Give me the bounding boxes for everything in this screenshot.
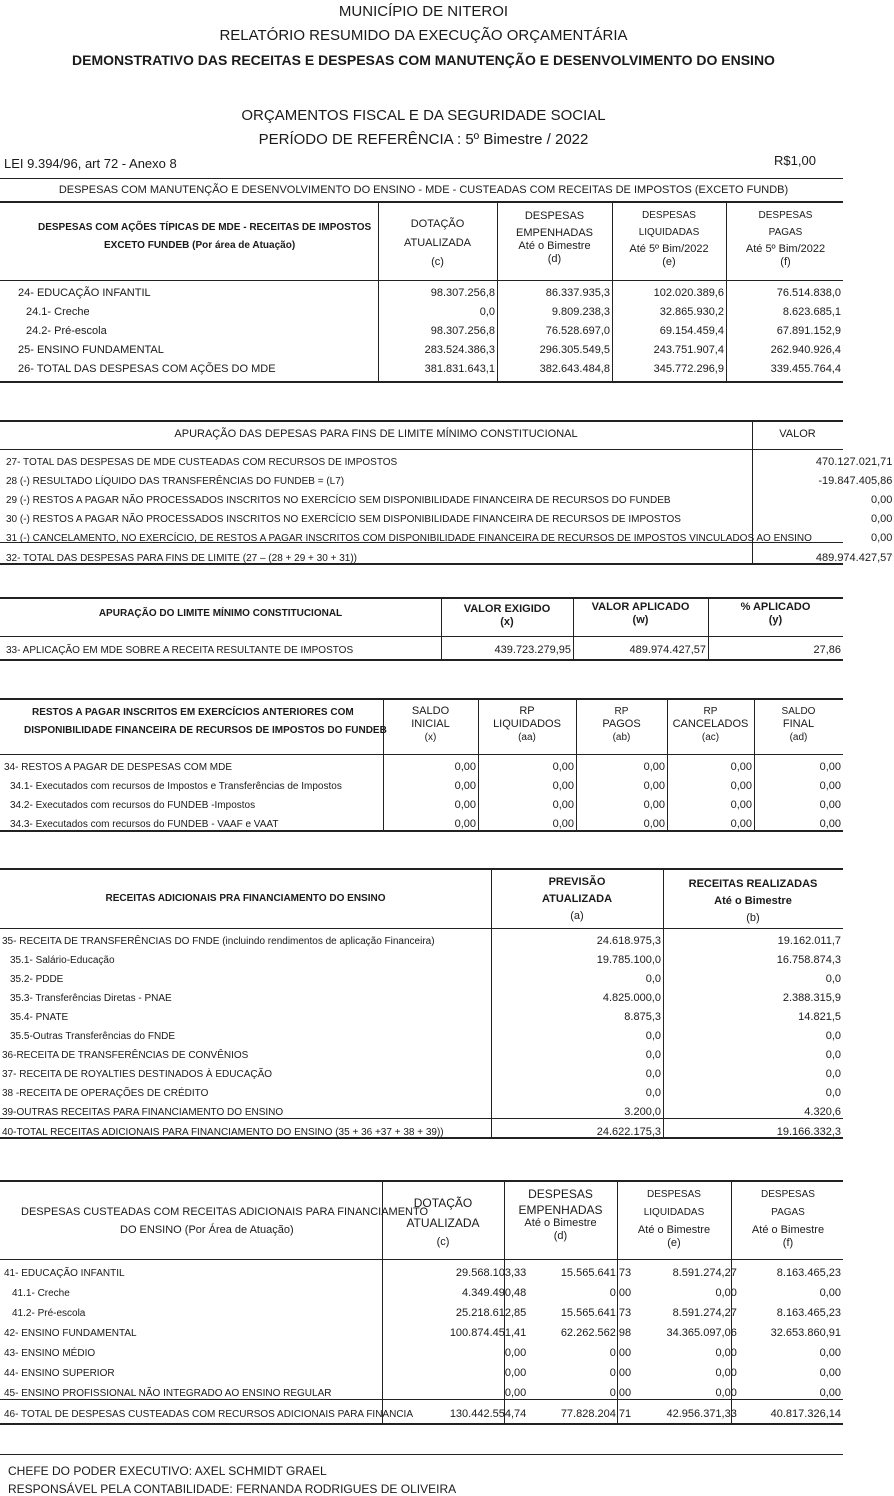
t4-col-aa-header: RP LIQUIDADOS (aa) bbox=[493, 705, 561, 743]
table-row: 35.2- PDDE 0,0 0,0 bbox=[10, 973, 841, 985]
t4-col-ab-header: RP PAGOS (ab) bbox=[602, 706, 641, 743]
t6-desc-header-2: DO ENSINO (Por Área de Atuação) bbox=[120, 1224, 294, 1236]
t6-col-e-header: DESPESAS LIQUIDADAS Até o Bimestre (e) bbox=[637, 1189, 711, 1249]
t6-body bbox=[0, 1259, 843, 1420]
t1-desc-header-1: DESPESAS COM AÇÕES TÍPICAS DE MDE - RECEITAS DE IMPOSTOS bbox=[38, 222, 372, 233]
t5-col-b-header: RECEITAS REALIZADAS Até o Bimestre (b) bbox=[688, 878, 818, 924]
t3-col-x-header: VALOR EXIGIDO (x) bbox=[463, 603, 551, 628]
t2-body bbox=[0, 449, 894, 564]
t4-col-ad-header: SALDO FINAL (ad) bbox=[781, 706, 816, 743]
table-row: 34.2- Executados com recursos do FUNDEB -Impostos 0,00 0,00 0,00 0,00 0,00 bbox=[10, 799, 841, 811]
table-row: 35- RECEITA DE TRANSFERÊNCIAS DO FNDE (incluindo rendimentos de aplicação Financeira) 24.618.975,3 19.162.011,7 bbox=[2, 935, 841, 947]
table-row-total: 40-TOTAL RECEITAS ADICIONAIS PARA FINANCIAMENTO DO ENSINO (35 + 36 +37 + 38 + 39)) 24.622.175,3 19.166.332,3 bbox=[0, 1119, 843, 1139]
t2-valor-header: VALOR bbox=[779, 428, 816, 440]
table-row: 41.2- Pré-escola 25.218.612,85 15.565.641,73 8.591.274,27 8.163.465,23 bbox=[12, 1307, 841, 1319]
table-row: 38 -RECEITA DE OPERAÇÕES DE CRÉDITO 0,0 0,0 bbox=[2, 1087, 841, 1099]
footer-divider bbox=[0, 1454, 843, 1455]
t1-col-c-header: DOTAÇÃO ATUALIZADA (c) bbox=[403, 218, 472, 268]
table-row: 24- EDUCAÇÃO INFANTIL 98.307.256,8 86.337.935,3 102.020.389,6 76.514.838,0 bbox=[18, 287, 841, 299]
chefe-executivo: CHEFE DO PODER EXECUTIVO: AXEL SCHMIDT GRAEL bbox=[8, 1464, 327, 1478]
t4-desc-header-1: RESTOS A PAGAR INSCRITOS EM EXERCÍCIOS ANTERIORES COM bbox=[32, 707, 354, 718]
t1-col-f-header: DESPESAS PAGAS Até 5º Bim/2022 (f) bbox=[745, 210, 826, 268]
table-row: 37- RECEITA DE ROYALTIES DESTINADOS À EDUCAÇÃO 0,0 0,0 bbox=[2, 1068, 841, 1080]
t3-col-y-header: % APLICADO (y) bbox=[740, 601, 811, 626]
t2-desc-header: APURAÇÃO DAS DEPESAS PARA FINS DE LIMITE MÍNIMO CONSTITUCIONAL bbox=[174, 428, 578, 440]
t6-col-f-header: DESPESAS PAGAS Até o Bimestre (f) bbox=[751, 1189, 825, 1249]
t1-col-e-header: DESPESAS LIQUIDADAS Até 5º Bim/2022 (e) bbox=[629, 210, 709, 268]
table-row: 45- ENSINO PROFISSIONAL NÃO INTEGRADO AO ENSINO REGULAR 0,00 0,00 0,00 0,00 bbox=[4, 1387, 841, 1399]
responsavel-contabilidade: RESPONSÁVEL PELA CONTABILIDADE: FERNANDA RODRIGUES DE OLIVEIRA bbox=[8, 1482, 457, 1496]
t6-col-c-header: DOTAÇÃO ATUALIZADA (c) bbox=[406, 1196, 480, 1248]
table-row: 26- TOTAL DAS DESPESAS COM AÇÕES DO MDE 381.831.643,1 382.643.484,8 345.772.296,9 339.455.764,4 bbox=[18, 363, 841, 375]
t6-col-d-header: DESPESAS EMPENHADAS Até o Bimestre (d) bbox=[518, 1187, 603, 1242]
periodo-title: PERÍODO DE REFERÊNCIA : 5º Bimestre / 2022 bbox=[258, 131, 589, 148]
table-row: 41- EDUCAÇÃO INFANTIL 29.568.103,33 15.565.641,73 8.591.274,27 8.163.465,23 bbox=[4, 1267, 841, 1279]
currency-unit: R$1,00 bbox=[774, 153, 816, 168]
municipio-title: MUNICÍPIO DE NITEROI bbox=[338, 3, 509, 20]
t1-col-d-header: DESPESAS EMPENHADAS Até o Bimestre (d) bbox=[515, 210, 594, 265]
table-row: 42- ENSINO FUNDAMENTAL 100.874.451,41 62.262.562,98 34.365.097,06 32.653.860,91 bbox=[4, 1327, 841, 1339]
t5-body bbox=[0, 928, 843, 1138]
t4-col-x-header: SALDO INICIAL (x) bbox=[411, 705, 450, 743]
t3-desc-header: APURAÇÃO DO LIMITE MÍNIMO CONSTITUCIONAL bbox=[98, 608, 343, 619]
table-row: 34.3- Executados com recursos do FUNDEB - VAAF e VAAT 0,00 0,00 0,00 0,00 0,00 bbox=[10, 818, 841, 830]
table-row: 29 (-) RESTOS A PAGAR NÃO PROCESSADOS INSCRITOS NO EXERCÍCIO SEM DISPONIBILIDADE FINANCEIRA DE RECURSOS DO FUNDEB 0,00 bbox=[6, 494, 893, 506]
table-row: 34- RESTOS A PAGAR DE DESPESAS COM MDE 0,00 0,00 0,00 0,00 0,00 bbox=[4, 761, 841, 773]
table-row-total: 32- TOTAL DAS DESPESAS PARA FINS DE LIMITE (27 – (28 + 29 + 30 + 31)) 489.974.427,57 bbox=[6, 552, 893, 564]
table-row: 25- ENSINO FUNDAMENTAL 283.524.386,3 296.305.549,5 243.751.907,4 262.940.926,4 bbox=[18, 344, 841, 356]
lei-reference: LEI 9.394/96, art 72 - Anexo 8 bbox=[4, 156, 177, 171]
table-row: 34.1- Executados com recursos de Impostos e Transferências de Impostos 0,00 0,00 0,00 0,00 0,00 bbox=[10, 780, 841, 792]
table-row: 35.1- Salário-Educação 19.785.100,0 16.758.874,3 bbox=[10, 954, 841, 966]
table-row: 35.3- Transferências Diretas - PNAE 4.825.000,0 2.388.315,9 bbox=[10, 992, 841, 1004]
table-row: 41.1- Creche 4.349.490,48 0,00 0,00 0,00 bbox=[12, 1287, 841, 1299]
t1-title: DESPESAS COM MANUTENÇÃO E DESENVOLVIMENTO DO ENSINO - MDE - CUSTEADAS COM RECEITAS DE IMPOSTOS (EXCETO FUNDB) bbox=[58, 184, 789, 196]
table-row: 35.4- PNATE 8.875,3 14.821,5 bbox=[10, 1011, 841, 1023]
t1-desc-header-2: EXCETO FUNDEB (Por área de Atuação) bbox=[104, 240, 296, 251]
relatorio-title: RELATÓRIO RESUMIDO DA EXECUÇÃO ORÇAMENTÁRIA bbox=[219, 27, 628, 44]
t3-col-w-header: VALOR APLICADO (w) bbox=[591, 601, 690, 626]
t5-desc-header: RECEITAS ADICIONAIS PRA FINANCIAMENTO DO ENSINO bbox=[105, 893, 386, 904]
table-row: 44- ENSINO SUPERIOR 0,00 0,00 0,00 0,00 bbox=[4, 1367, 841, 1379]
t1-body bbox=[0, 280, 843, 375]
table-row: 33- APLICAÇÃO EM MDE SOBRE A RECEITA RESULTANTE DE IMPOSTOS 439.723.279,95 489.974.427,57 27,86 bbox=[6, 644, 841, 656]
table-row: 27- TOTAL DAS DESPESAS DE MDE CUSTEADAS COM RECURSOS DE IMPOSTOS 470.127.021,71 bbox=[6, 456, 893, 468]
t4-col-ac-header: RP CANCELADOS (ac) bbox=[672, 706, 749, 743]
table-row: 24.1- Creche 0,0 9.809.238,3 32.865.930,2 8.623.685,1 bbox=[26, 306, 841, 318]
t4-desc-header-2: DISPONIBILIDADE FINANCEIRA DE RECURSOS DE IMPOSTOS DO FUNDEB bbox=[24, 725, 387, 736]
t3-body bbox=[0, 637, 843, 656]
table-row: 30 (-) RESTOS A PAGAR NÃO PROCESSADOS INSCRITOS NO EXERCÍCIO SEM DISPONIBILIDADE FINANCEIRA DE RECURSOS DE IMPOSTOS 0,00 bbox=[6, 513, 893, 525]
table-row: 43- ENSINO MÉDIO 0,00 0,00 0,00 0,00 bbox=[4, 1347, 841, 1359]
t5-col-a-header: PREVISÃO ATUALIZADA (a) bbox=[541, 876, 613, 922]
table-row: 39-OUTRAS RECEITAS PARA FINANCIAMENTO DO ENSINO 3.200,0 4.320,6 bbox=[2, 1106, 841, 1118]
table-row-total: 46- TOTAL DE DESPESAS CUSTEADAS COM RECURSOS ADICIONAIS PARA FINANCIA 130.442.554,74 77.828.204,71 42.956.371,33 40.817.326,14 bbox=[0, 1400, 843, 1421]
demonstrativo-title: DEMONSTRATIVO DAS RECEITAS E DESPESAS COM MANUTENÇÃO E DESENVOLVIMENTO DO ENSINO bbox=[72, 52, 775, 68]
table-row: 35.5-Outras Transferências do FNDE 0,0 0,0 bbox=[10, 1030, 841, 1042]
table-row: 28 (-) RESULTADO LÍQUIDO DAS TRANSFERÊNCIAS DO FUNDEB = (L7) -19.847.405,86 bbox=[6, 475, 893, 487]
table-row: 24.2- Pré-escola 98.307.256,8 76.528.697,0 69.154.459,4 67.891.152,9 bbox=[26, 325, 841, 337]
orcamentos-title: ORÇAMENTOS FISCAL E DA SEGURIDADE SOCIAL bbox=[241, 107, 606, 124]
t4-body bbox=[0, 754, 843, 830]
table-row: 36-RECEITA DE TRANSFERÊNCIAS DE CONVÊNIOS 0,0 0,0 bbox=[2, 1049, 841, 1061]
table-row: 31 (-) CANCELAMENTO, NO EXERCÍCIO, DE RESTOS A PAGAR INSCRITOS COM DISPONIBILIDADE FINANCEIRA DE RECURSOS DE IMPOSTOS VINCULADOS AO ENSINO 0,00 bbox=[6, 532, 893, 544]
t6-desc-header-1: DESPESAS CUSTEADAS COM RECEITAS ADICIONAIS PARA FINANCIAMENTO bbox=[21, 1206, 429, 1218]
